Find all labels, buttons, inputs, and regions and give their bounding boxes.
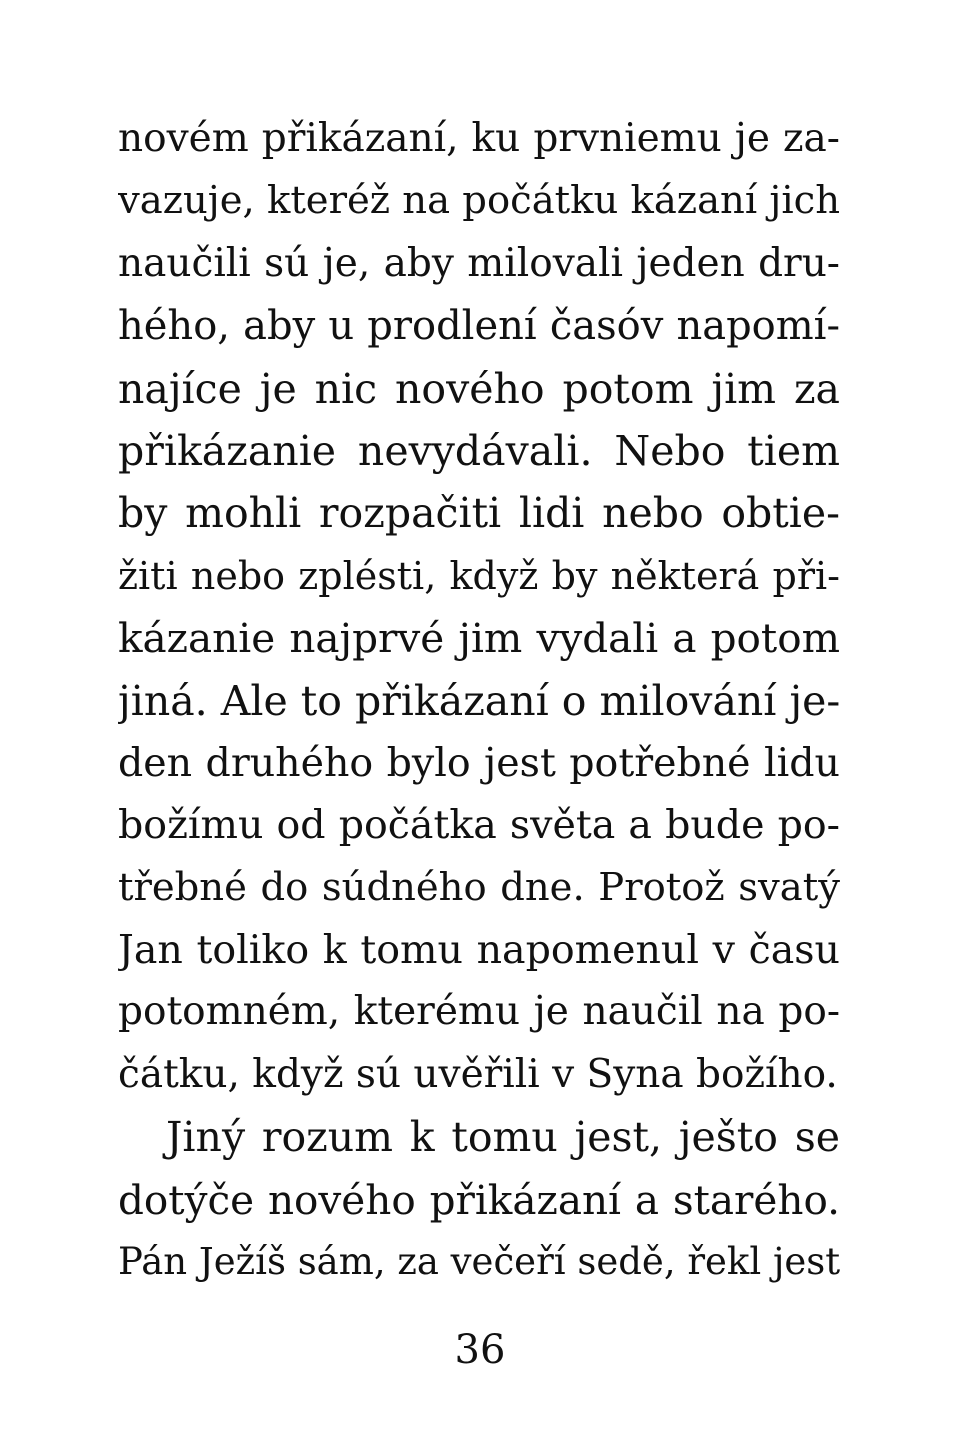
text-line-14: Jan toliko k tomu napomenul v času xyxy=(118,927,840,974)
text-line-5: najíce je nic nového potom jim za xyxy=(118,364,840,413)
text-line-4: hého, aby u prodlení časóv napomí- xyxy=(118,303,840,350)
body-text xyxy=(118,108,840,1293)
text-line-2: vazuje, kteréž na počátku kázaní jich xyxy=(118,178,840,224)
text-line-10: jiná. Ale to přikázaní o milování je- xyxy=(118,676,840,725)
text-line-9: kázanie najprvé jim vydali a potom xyxy=(118,614,840,663)
text-line-8: žiti nebo zplésti, když by některá při- xyxy=(118,553,840,598)
text-line-3: naučili sú je, aby milovali jeden dru- xyxy=(118,240,840,286)
text-line-11: den druhého bylo jest potřebné lidu xyxy=(118,739,840,786)
text-line-19: Pán Ježíš sám, za večeří sedě, řekl jest xyxy=(118,1240,840,1284)
text-line-13: třebné do súdného dne. Protož svatý xyxy=(118,864,840,910)
text-line-15: potomném, kterému je naučil na po- xyxy=(118,989,840,1035)
text-line-18: dotýče nového přikázaní a starého. xyxy=(118,1175,840,1224)
text-line-1: novém přikázaní, ku prvniemu je za- xyxy=(118,116,840,161)
text-line-12: božímu od počátka světa a bude po- xyxy=(118,802,840,849)
page-number: 36 xyxy=(454,1327,506,1373)
text-line-7: by mohli rozpačiti lidi nebo obtie- xyxy=(118,489,840,538)
text-line-17: Jiný rozum k tomu jest, ješto se xyxy=(166,1113,840,1162)
text-line-6: přikázanie nevydávali. Nebo tiem xyxy=(118,426,840,475)
text-line-16: čátku, když sú uvěřili v Syna božího. xyxy=(118,1051,838,1097)
